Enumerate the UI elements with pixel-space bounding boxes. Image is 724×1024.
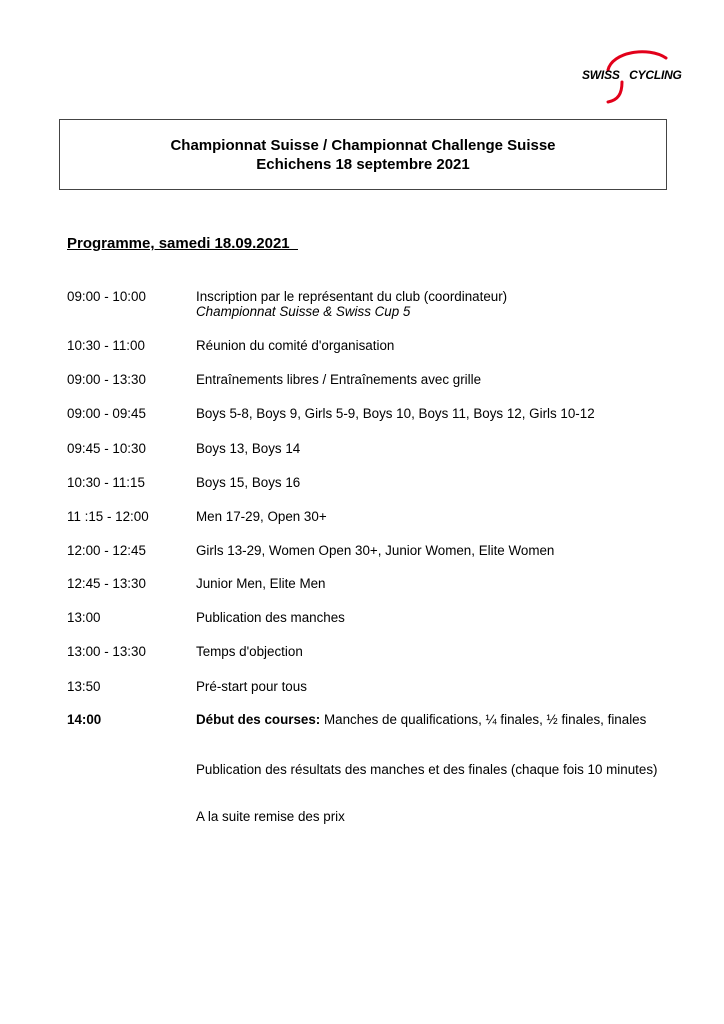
schedule-time: 10:30 - 11:00 bbox=[67, 338, 145, 353]
schedule-time: 09:00 - 09:45 bbox=[67, 406, 146, 421]
event-date-location: Echichens 18 septembre 2021 bbox=[256, 155, 470, 173]
schedule-description: Junior Men, Elite Men bbox=[196, 576, 326, 591]
programme-heading: Programme, samedi 18.09.2021 bbox=[67, 235, 298, 252]
schedule-time: 09:00 - 10:00 bbox=[67, 289, 146, 304]
schedule-description: Boys 15, Boys 16 bbox=[196, 475, 301, 490]
schedule-time: 13:50 bbox=[67, 679, 101, 694]
schedule-description-text: Inscription par le représentant du club (coordinateur) bbox=[196, 289, 508, 304]
swiss-cycling-logo bbox=[578, 48, 688, 104]
schedule-time: 12:00 - 12:45 bbox=[67, 543, 146, 558]
logo-text-swiss: SWISS bbox=[582, 68, 620, 82]
logo-text bbox=[582, 68, 682, 82]
schedule-description bbox=[196, 712, 666, 727]
schedule-description: A la suite remise des prix bbox=[196, 809, 345, 824]
logo-text-cycling: CYCLING bbox=[629, 68, 682, 82]
schedule-description-text: Manches de qualifications, ¼ finales, ½ finales, finales bbox=[320, 712, 647, 727]
schedule-description: Boys 5-8, Boys 9, Girls 5-9, Boys 10, Boys 11, Boys 12, Girls 10-12 bbox=[196, 406, 595, 421]
schedule-description: Girls 13-29, Women Open 30+, Junior Women, Elite Women bbox=[196, 543, 555, 558]
schedule-subtitle: Championnat Suisse & Swiss Cup 5 bbox=[196, 304, 411, 319]
schedule-time: 09:00 - 13:30 bbox=[67, 372, 146, 387]
schedule-description: Publication des manches bbox=[196, 610, 345, 625]
schedule-description: Men 17-29, Open 30+ bbox=[196, 509, 327, 524]
title-box bbox=[59, 119, 667, 190]
schedule-time: 13:00 bbox=[67, 610, 101, 625]
schedule-time: 10:30 - 11:15 bbox=[67, 475, 145, 490]
schedule-time: 14:00 bbox=[67, 712, 102, 727]
schedule-description: Publication des résultats des manches et des finales (chaque fois 10 minutes) bbox=[196, 762, 658, 777]
schedule-time: 11 :15 - 12:00 bbox=[67, 509, 149, 524]
schedule-time: 09:45 - 10:30 bbox=[67, 441, 146, 456]
schedule-description bbox=[196, 289, 666, 319]
schedule-time: 12:45 - 13:30 bbox=[67, 576, 146, 591]
schedule-description: Réunion du comité d'organisation bbox=[196, 338, 395, 353]
event-title: Championnat Suisse / Championnat Challenge Suisse bbox=[170, 136, 556, 154]
schedule-time: 13:00 - 13:30 bbox=[67, 644, 146, 659]
schedule-description: Entraînements libres / Entraînements avec grille bbox=[196, 372, 482, 387]
schedule-description-lead: Début des courses: bbox=[196, 712, 321, 727]
schedule-description: Pré-start pour tous bbox=[196, 679, 307, 694]
schedule-description: Boys 13, Boys 14 bbox=[196, 441, 301, 456]
schedule-description: Temps d'objection bbox=[196, 644, 303, 659]
